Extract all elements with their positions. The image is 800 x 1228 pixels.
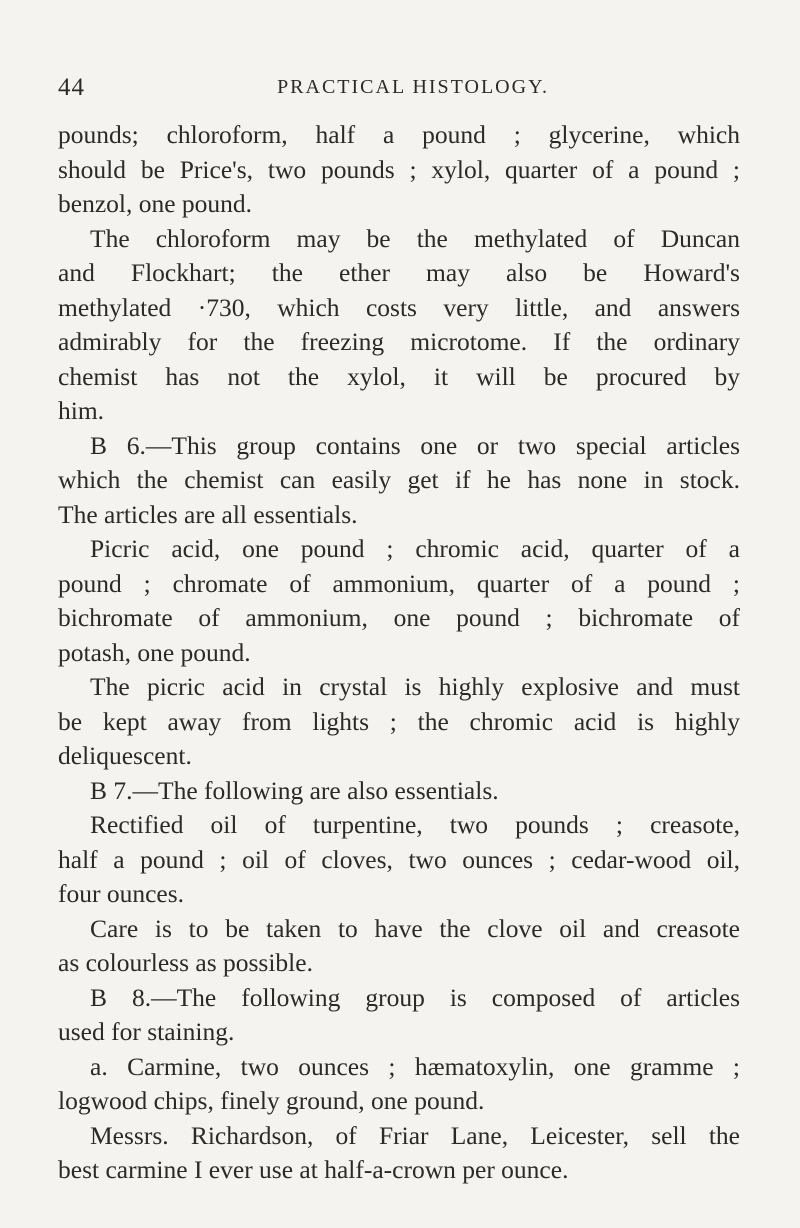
text-line: B 8.—The following group is composed of articles — [90, 982, 740, 1012]
text-line: him. — [58, 396, 105, 425]
paragraph — [58, 912, 740, 981]
paragraph — [58, 429, 740, 533]
running-title: PRACTICAL HISTOLOGY. — [277, 76, 549, 98]
text-line: Care is to be taken to have the clove oil and creasote — [90, 913, 740, 943]
text-line: The picric acid in crystal is highly explosive and must — [90, 672, 740, 701]
paragraph — [58, 1119, 740, 1188]
body-text — [58, 118, 740, 1188]
paragraph — [58, 118, 740, 222]
text-line: as colourless as possible. — [58, 948, 313, 977]
paragraph — [58, 1050, 740, 1119]
text-line: The chloroform may be the methylated of Duncan — [90, 223, 740, 253]
text-line: half a pound ; oil of cloves, two ounces ; cedar-wood oil, — [58, 844, 740, 874]
paragraph — [58, 222, 740, 429]
paragraph — [58, 774, 740, 809]
paragraph — [58, 808, 740, 912]
text-line: logwood chips, finely ground, one pound. — [58, 1086, 485, 1115]
text-line: bichromate of ammonium, one pound ; bichromate of — [58, 603, 740, 632]
text-line: a. Carmine, two ounces ; hæmatoxylin, one gramme ; — [90, 1051, 740, 1081]
text-line: potash, one pound. — [58, 637, 251, 667]
page-number: 44 — [58, 74, 85, 101]
text-line: which the chemist can easily get if he has none in stock. — [58, 465, 740, 494]
text-line: and Flockhart; the ether may also be Howard's — [58, 258, 740, 287]
text-line: be kept away from lights ; the chromic acid is highly — [58, 706, 740, 736]
text-line: admirably for the freezing microtome. If the ordinary — [58, 327, 740, 356]
text-line: chemist has not the xylol, it will be procured by — [58, 361, 740, 391]
text-line: Messrs. Richardson, of Friar Lane, Leicester, sell the — [90, 1120, 740, 1150]
text-line: pounds; chloroform, half a pound ; glycerine, which — [58, 120, 740, 149]
text-line: four ounces. — [58, 879, 185, 908]
paragraph — [58, 670, 740, 774]
page-header — [58, 74, 738, 104]
text-line: B 7.—The following are also essentials. — [90, 775, 499, 805]
text-line: best carmine I ever use at half-a-crown per ounce. — [58, 1155, 569, 1184]
paragraph — [58, 981, 740, 1050]
text-line: methylated ·730, which costs very little, and answers — [58, 292, 740, 322]
text-line: The articles are all essentials. — [58, 499, 358, 529]
text-line: B 6.—This group contains one or two special articles — [90, 430, 740, 460]
text-line: should be Price's, two pounds ; xylol, quarter of a pound ; — [58, 154, 740, 184]
text-line: used for staining. — [58, 1017, 235, 1046]
text-line: pound ; chromate of ammonium, quarter of a pound ; — [58, 568, 740, 598]
text-line: Picric acid, one pound ; chromic acid, quarter of a — [90, 534, 740, 563]
text-line: deliquescent. — [58, 741, 192, 770]
text-line: benzol, one pound. — [58, 189, 253, 218]
text-line: Rectified oil of turpentine, two pounds ; creasote, — [90, 810, 740, 839]
paragraph — [58, 532, 740, 670]
